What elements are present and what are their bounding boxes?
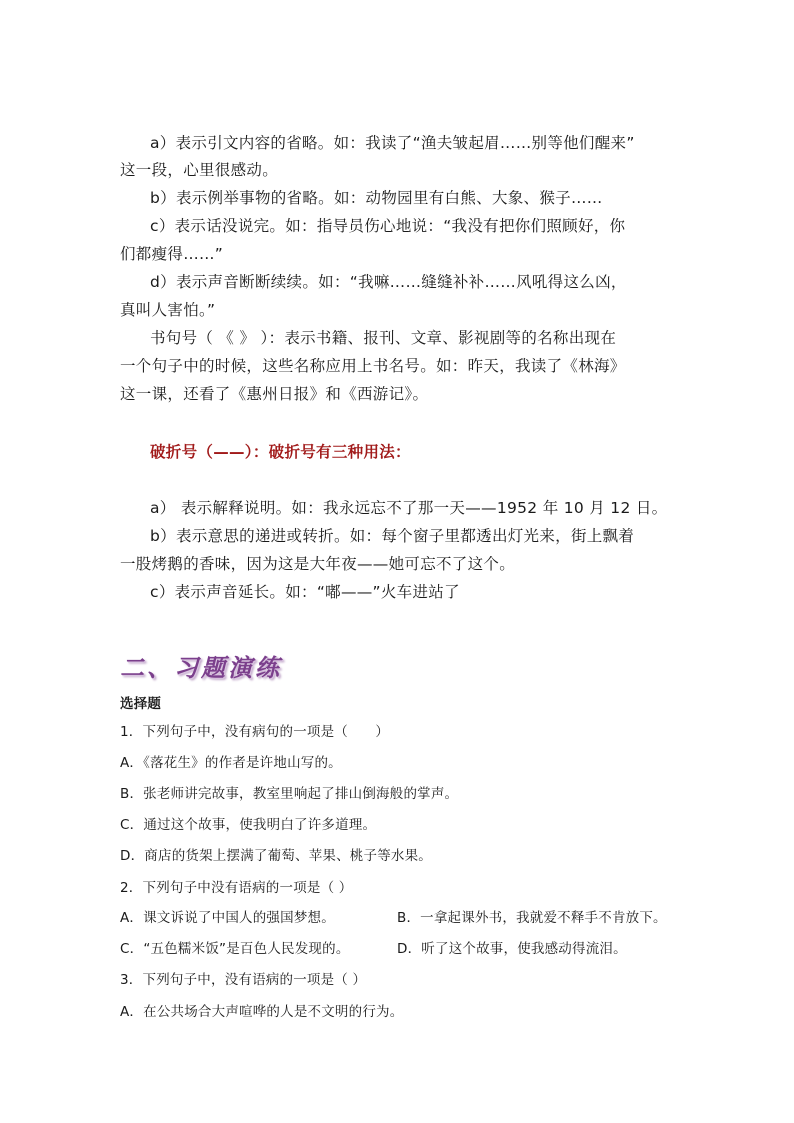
note-line: d）表示声音断断续续。如：“我嘛……缝缝补补……风吼得这么凶，: [150, 273, 627, 291]
note-line: b）表示例举事物的省略。如：动物园里有白熊、大象、猴子……: [150, 189, 603, 207]
note-line: 这一段，心里很感动。: [120, 161, 279, 179]
note-line: c）表示话没说完。如：指导员伤心地说：“我没有把你们照顾好，你: [150, 217, 626, 235]
dash-line: a） 表示解释说明。如：我永远忘不了那一天——1952 年 10 月 12 日。: [150, 499, 668, 517]
question-option: B．一拿起课外书，我就爱不释手不肯放下。: [397, 910, 667, 926]
question-option: D．听了这个故事，使我感动得流泪。: [397, 941, 627, 957]
question-option: A．课文诉说了中国人的强国梦想。: [120, 910, 335, 926]
note-line: 真叫人害怕。”: [120, 301, 216, 319]
question-option: A．在公共场合大声喧哗的人是不文明的行为。: [120, 1004, 404, 1020]
note-line: 书句号（ 《 》 ）：表示书籍、报刊、文章、影视剧等的名称出现在: [150, 329, 617, 347]
question-option: C．“五色糯米饭”是百色人民发现的。: [120, 941, 350, 957]
question-stem: 3．下列句子中，没有语病的一项是（ ）: [120, 972, 367, 988]
question-option: A．《落花生》的作者是许地山写的。: [120, 755, 342, 771]
question-option: B．张老师讲完故事，教室里响起了排山倒海般的掌声。: [120, 786, 459, 802]
dash-heading: 破折号（——）：破折号有三种用法：: [150, 443, 411, 461]
question-option: D．商店的货架上摆满了葡萄、苹果、桃子等水果。: [120, 848, 432, 864]
note-line: 们都瘦得……”: [120, 245, 224, 263]
question-option: C．通过这个故事，使我明白了许多道理。: [120, 817, 377, 833]
note-line: a）表示引文内容的省略。如：我读了“渔夫皱起眉……别等他们醒来”: [150, 134, 635, 152]
note-line: 这一课，还看了《惠州日报》和《西游记》。: [120, 385, 429, 403]
dash-line: 一股烤鹅的香味，因为这是大年夜——她可忘不了这个。: [120, 555, 516, 573]
question-stem: 1．下列句子中，没有病句的一项是（ ）: [120, 724, 390, 740]
dash-line: b）表示意思的递进或转折。如：每个窗子里都透出灯光来，街上飘着: [150, 527, 635, 545]
section-subtitle: 选择题: [120, 696, 162, 712]
section-title: 二、习题演练: [120, 653, 282, 682]
dash-line: c）表示声音延长。如：“嘟——”火车进站了: [150, 583, 460, 601]
question-stem: 2．下列句子中没有语病的一项是（ ）: [120, 880, 353, 896]
note-line: 一个句子中的时候，这些名称应用上书名号。如：昨天，我读了《林海》: [120, 357, 626, 375]
